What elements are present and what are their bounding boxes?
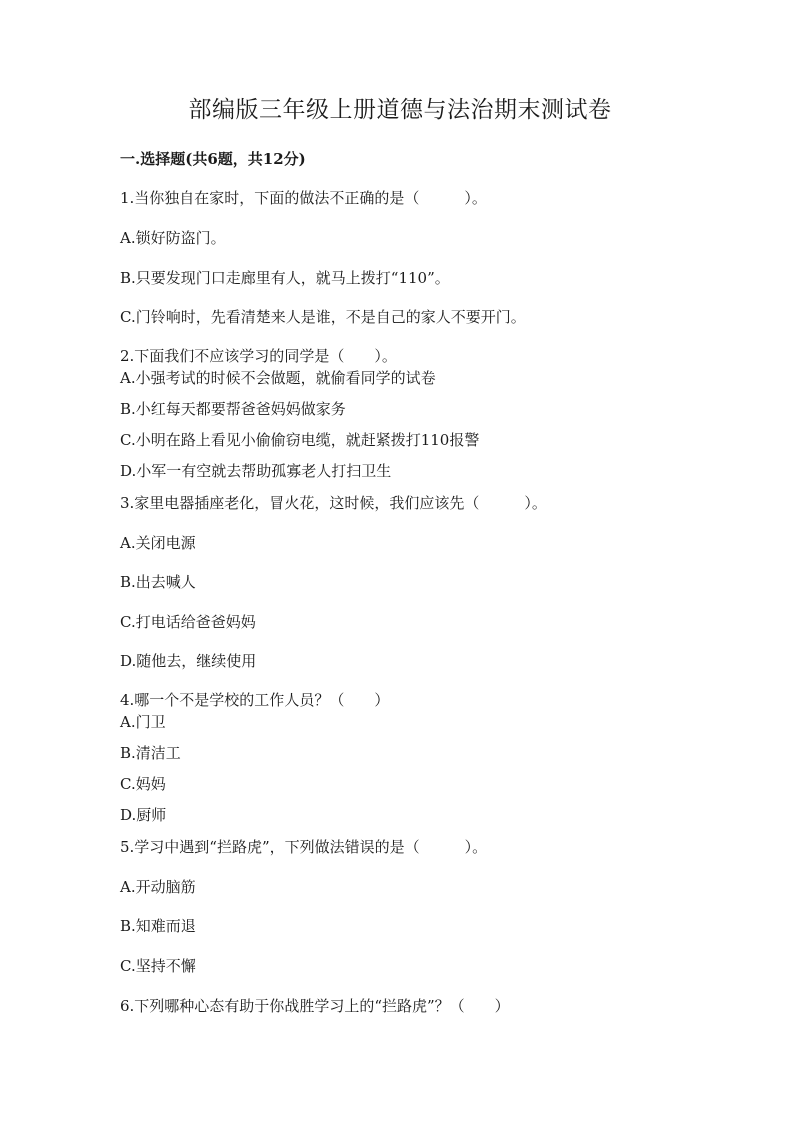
question-3-stem: 3.家里电器插座老化，冒火花，这时候，我们应该先（ ）。 xyxy=(120,494,547,512)
question-3-option-b: B.出去喊人 xyxy=(120,573,196,591)
question-3-option-a: A.关闭电源 xyxy=(120,534,196,552)
question-3-option-d: D.随他去，继续使用 xyxy=(120,652,257,670)
question-1-stem: 1.当你独自在家时，下面的做法不正确的是（ ）。 xyxy=(120,189,487,207)
question-2-option-a: A.小强考试的时候不会做题，就偷看同学的试卷 xyxy=(120,369,436,387)
question-2-option-d: D.小军一有空就去帮助孤寡老人打扫卫生 xyxy=(120,462,392,480)
section-heading: 一.选择题(共6题，共12分) xyxy=(120,150,306,168)
question-5-option-c: C.坚持不懈 xyxy=(120,957,196,975)
page-title: 部编版三年级上册道德与法治期末测试卷 xyxy=(188,97,612,123)
question-4-stem: 4.哪一个不是学校的工作人员？（ ） xyxy=(120,691,390,709)
question-5-option-b: B.知难而退 xyxy=(120,917,196,935)
question-5-stem: 5.学习中遇到“拦路虎”，下列做法错误的是（ ）。 xyxy=(120,838,488,856)
question-1-option-a: A.锁好防盗门。 xyxy=(120,229,226,247)
question-4-option-c: C.妈妈 xyxy=(120,775,166,793)
question-3-option-c: C.打电话给爸爸妈妈 xyxy=(120,613,256,631)
question-4-option-a: A.门卫 xyxy=(120,713,166,731)
question-2-option-c: C.小明在路上看见小偷偷窃电缆，就赶紧拨打110报警 xyxy=(120,431,480,449)
question-2-option-b: B.小红每天都要帮爸爸妈妈做家务 xyxy=(120,400,346,418)
question-1-option-c: C.门铃响时，先看清楚来人是谁，不是自己的家人不要开门。 xyxy=(120,308,526,326)
question-4-option-b: B.清洁工 xyxy=(120,744,181,762)
question-1-option-b: B.只要发现门口走廊里有人，就马上拨打“110”。 xyxy=(120,269,450,287)
question-6-stem: 6.下列哪种心态有助于你战胜学习上的“拦路虎”？（ ） xyxy=(120,997,510,1015)
question-5-option-a: A.开动脑筋 xyxy=(120,878,196,896)
question-4-option-d: D.厨师 xyxy=(120,806,167,824)
question-2-stem: 2.下面我们不应该学习的同学是（ ）。 xyxy=(120,347,397,365)
